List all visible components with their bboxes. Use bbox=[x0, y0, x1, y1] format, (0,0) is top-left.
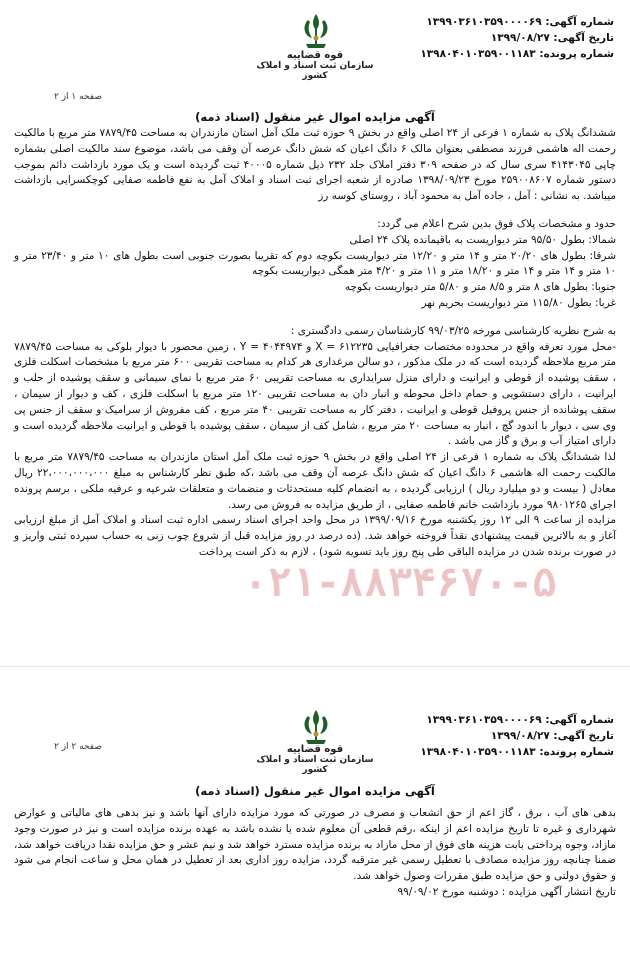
page-number: صفحه ۱ از ۲ bbox=[54, 92, 102, 102]
watermark-stamp: ۰۲۱-۸۸۳۴۶۷۰-۵ bbox=[243, 560, 557, 606]
expert-description: -محل مورد تعرفه واقع در محدوده مختصات جغرافیایی X = ۶۱۲۲۳۵ و Y = ۴۰۴۴۹۷۴ ، زمین محصور با دیوار بلوکی به مساحت ۷۸۷۹/۴۵ متر مربع ملاحظه گردیده است که در ملک مذکور ، دو سالن مرغداری هر کدام به مساحت تقریبی ۶۰۰ متر مربع با مشخصات اسکلت فلزی ، سقف پوشیده از قوطی و ایرانیت و دارای منزل سرایداری به مساحت تقریبی ۶۰ متر مربع با نمای سیمانی و سقف پوشیده از حلب و ایرانیت ، دارای دستشویی و حمام داخل محوطه و انبار دان به مساحت تقریبی ۱۲۰ متر مربع با اسکلت فلزی ، کف و دیوار از سیمان ، سقف پوشانده از جنس پروفیل قوطی و ایرانیت ، دفتر کار به مساحت تقریبی ۴۰ متر مربع ، کف مفروش از سرامیک و سقف از جنس پی وی سی ، دیوار با اندود گچ ، انبار به مساحت ۲۰ متر مربع ، شامل کف از سیمان ، سقف پوشیده با قوطی و ایرانیت ملاحظه گردیده است و دارای امتیاز آب و برق و گاز می باشد . bbox=[14, 340, 616, 448]
notice-number: شماره آگهی: ۱۳۹۹۰۳۶۱۰۳۵۹۰۰۰۰۶۹ bbox=[426, 16, 614, 28]
notice2-meta bbox=[420, 712, 614, 760]
notice2-body bbox=[14, 806, 616, 901]
publish-date: تاریخ انتشار آگهی مزایده : دوشنبه مورخ ۹۹/۰۹/۰۲ bbox=[397, 885, 616, 898]
expert-intro: به شرح نظریه کارشناسی مورخه ۹۹/۰۳/۲۵ کارشناسان رسمی دادگستری : bbox=[290, 324, 616, 337]
file-number: شماره پرونده: ۱۳۹۸۰۴۰۱۰۳۵۹۰۰۱۱۸۳ bbox=[420, 48, 614, 60]
notice-date: تاریخ آگهی: ۱۳۹۹/۰۸/۲۷ bbox=[490, 32, 614, 44]
valuation-paragraph: لذا ششدانگ پلاک به شماره ۱ فرعی از ۲۴ اصلی واقع در بخش ۹ حوزه ثبت ملک آمل استان مازندران به مساحت ۷۸۷۹/۴۵ متر مربع با مالکیت رحمت اله هاشمی ۶ دانگ اعیان که شش دانگ عرصه آن وقف می باشد ،که طبق نظر کارشناس به مبلغ ۲۲،۰۰۰،۰۰۰،۰۰۰ ریال معادل ( بیست و دو میلیارد ریال ) ارزیابی گردیده ، به انضمام کلیه مستحدثات و منضمات و متعلقات شرعیه و عرفیه ملکی ، برسم پرونده اجرای ۹۸۰۱۲۶۵ مورد بازداشت خانم فاطمه صفایی ، از طریق مزایده به فروش می رسد. bbox=[14, 451, 616, 511]
conditions-paragraph: بدهی های آب ، برق ، گاز اعم از حق انشعاب و مصرف در صورتی که مورد مزایده دارای آنها باشد و نیز بدهی های مالیاتی و عوارض شهرداری و غیره تا تاریخ مزایده اعم از اینکه ،رقم قطعی آن معلوم شده یا نشده باشد به عهده برنده مزایده است و نیز در صورت وجود مازاد، وجوه پرداختی بابت هزینه های فوق از محل مازاد به برنده مزایده مسترد خواهد شد و نیم عشر و حق مزایده نقدا دریافت خواهد شد، ضمنا چنانچه روز مزایده مصادف با تعطیل رسمی غیر مترقبه گردد، مزایده روز اداری بعد از تعطیل در همان محل و ساعت انجام می شود و حقوق دولتی و حق مزایده طبق مقررات وصول خواهد شد. bbox=[14, 807, 616, 883]
notice-date: تاریخ آگهی: ۱۳۹۹/۰۸/۲۷ bbox=[490, 730, 614, 742]
organization-name bbox=[250, 744, 380, 775]
property-intro: ششدانگ پلاک به شماره ۱ فرعی از ۲۴ اصلی واقع در بخش ۹ حوزه ثبت ملک آمل استان مازندران به مساحت ۷۸۷۹/۴۵ متر مربع با مالکیت رحمت اله هاشمی فرزند مصطفی بعنوان مالک ۶ دانگ اعیان که شش دانگ عرصه آن وقف می باشد، موضوع سند مالکیت اصلی بشماره چاپی ۴۱۴۳۰۴۵ سری سال که در صفحه ۳۰۹ دفتر املاک جلد ۲۳۲ ذیل شماره ۴۰۰۰۵ ثبت گردیده است و یک مورد بازداشت دائم بموجب دستور شماره ۲۵۹۰۰۸۶۰۷ مورخ ۱۳۹۸/۰۹/۲۳ صادره از شعبه اجرای ثبت اسناد و املاک آمل به نفع فاطمه صفایی کوچکسرایی بازداشت میباشد. به نشانی : آمل ، جاده آمل به محمود آباد ، روستای کوسه رز bbox=[14, 127, 617, 203]
notice-title: آگهی مزایده اموال غیر منقول (اسناد ذمه) bbox=[195, 110, 435, 124]
bound-south: جنوبا: بطول های ۸ متر و ۸/۵ متر و ۵/۸۰ متر دیواریست بکوچه bbox=[344, 281, 616, 294]
auction-paragraph: مزایده از ساعت ۹ الی ۱۲ روز یکشنبه مورخ ۱۳۹۹/۰۹/۱۶ در محل واحد اجرای اسناد رسمی اداره ثبت اسناد و املاک آمل از مبلغ ارزیابی آغاز و به بالاترین قیمت پیشنهادی نقداً فروخته خواهد شد. (ده درصد در روز مزایده قبل از شروع چوب زنی به حساب سپرده ثبتی واریز و در صورت برنده شدن در مزایده الباقی طی پنج روز باید تسویه شود) ، لازم به ذکر است پرداخت bbox=[14, 514, 617, 558]
bounds-intro: حدود و مشخصات پلاک فوق بدین شرح اعلام می گردد: bbox=[377, 217, 616, 230]
org-line-registry: سازمان ثبت اسناد و املاک کشور bbox=[256, 61, 374, 81]
file-number: شماره پرونده: ۱۳۹۸۰۴۰۱۰۳۵۹۰۰۱۱۸۳ bbox=[420, 746, 614, 758]
divider bbox=[0, 666, 630, 667]
org-line-judiciary: قوه قضاییه bbox=[286, 744, 344, 755]
org-line-judiciary: قوه قضاییه bbox=[286, 50, 344, 61]
judiciary-emblem-icon bbox=[288, 10, 344, 54]
notice-number: شماره آگهی: ۱۳۹۹۰۳۶۱۰۳۵۹۰۰۰۰۶۹ bbox=[426, 714, 614, 726]
bound-west: غربا: بطول ۱۱۵/۸۰ متر دیواریست بحریم نهر bbox=[421, 296, 616, 309]
notice1-body bbox=[14, 126, 616, 561]
notice1-meta bbox=[420, 14, 614, 62]
org-line-registry: سازمان ثبت اسناد و املاک کشور bbox=[256, 755, 374, 775]
organization-name bbox=[250, 50, 380, 81]
bound-east: شرقا: بطول های ۲۰/۲۰ متر و ۱۴ متر و ۱۲/۲۰ متر دیواریست بکوچه دوم که تقریبا بصورت جنوبی است بطول های ۱۰ متر و ۲۳/۴۰ متر و ۱۰ متر و ۱۴ متر و ۱۴ متر و ۱۸/۲۰ متر و ۱۱ متر و ۴/۲۰ متر همگی دیواریست بکوچه bbox=[14, 249, 617, 278]
page-number: صفحه ۲ از ۲ bbox=[54, 742, 102, 752]
bound-north: شمالا: بطول ۹۵/۵۰ متر دیواریست به باقیمانده پلاک ۲۴ اصلی bbox=[349, 233, 616, 246]
notice-title: آگهی مزایده اموال غیر منقول (اسناد ذمه) bbox=[195, 784, 435, 798]
